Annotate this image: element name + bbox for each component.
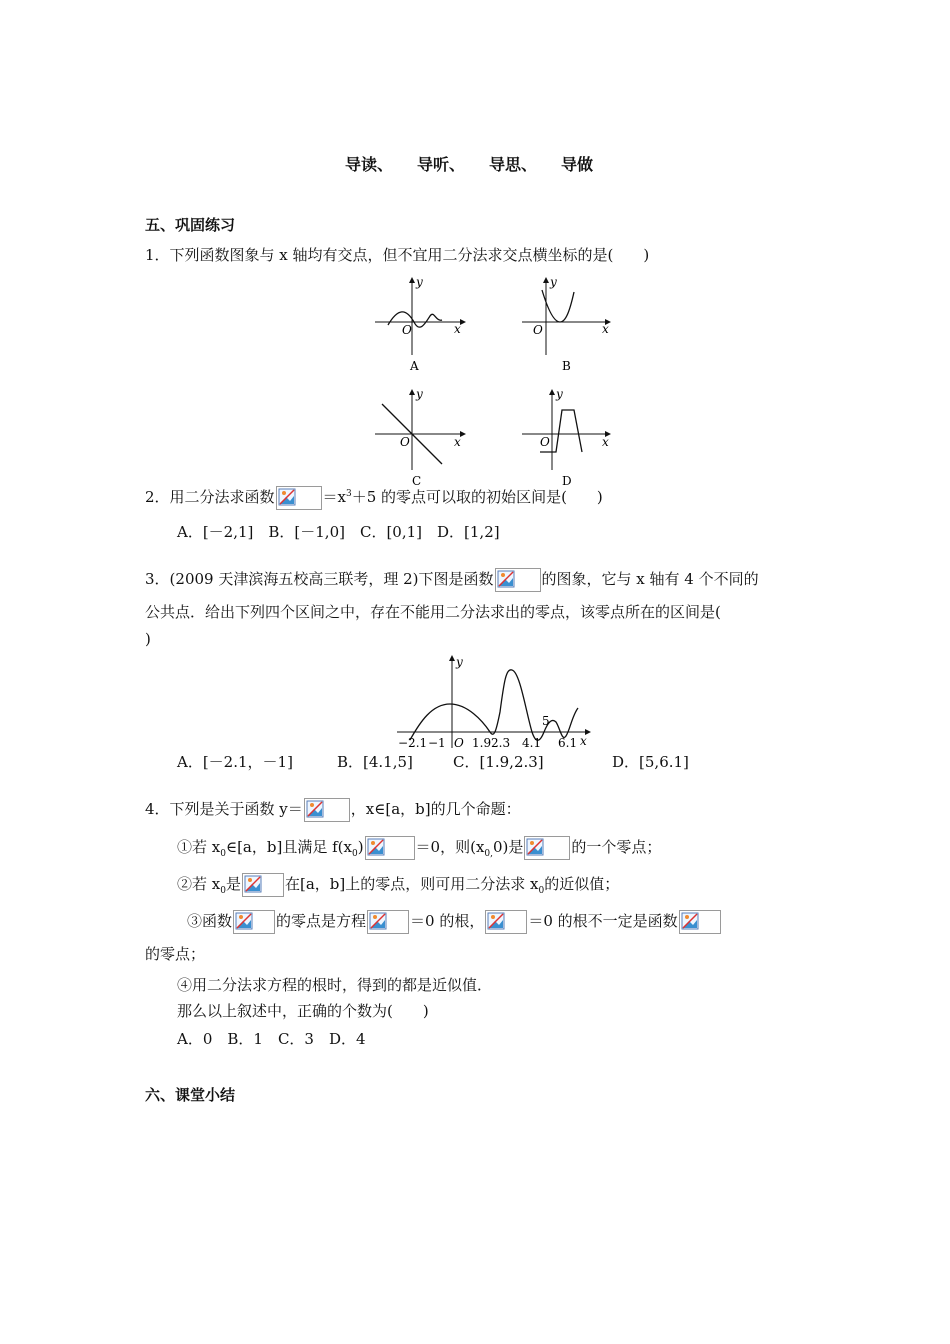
p3-part-a: ③函数 xyxy=(187,912,233,930)
section-title-practice: 五、巩固练习 xyxy=(145,216,236,234)
graph-b-y-label: y xyxy=(550,275,557,289)
broken-image-icon xyxy=(365,836,415,860)
question-4-line1 xyxy=(145,798,521,822)
question-4-proposition-1 xyxy=(177,836,661,860)
broken-image-icon xyxy=(304,798,350,822)
chart-y-label: y xyxy=(456,655,463,669)
question-4-proposition-3-end: 的零点； xyxy=(145,945,206,963)
question-4-options: A．0 B．1 C．3 D．4 xyxy=(177,1030,366,1048)
question-4-prefix: 4．下列是关于函数 y＝ xyxy=(145,800,303,818)
p1-part-f: 的一个零点； xyxy=(571,838,662,856)
p1-sub2: 0 xyxy=(351,849,358,859)
tick-6-1: 6.1 xyxy=(558,736,578,750)
graph-c-y-label: y xyxy=(416,387,423,401)
question-2-options: A．[－2,1] B．[－1,0] C．[0,1] D．[1,2] xyxy=(177,523,500,541)
p1-part-d: ＝0，则(x xyxy=(415,838,485,856)
broken-image-icon xyxy=(367,910,409,934)
question-3-option-c: C．[1.9,2.3] xyxy=(453,753,544,771)
question-4-prompt: 那么以上叙述中，正确的个数为( ) xyxy=(177,1002,429,1020)
p1-part-e: 0)是 xyxy=(493,838,524,856)
question-2-exponent: 3 xyxy=(346,489,352,499)
graph-a-y-label: y xyxy=(416,275,423,289)
graph-c-label: C xyxy=(412,474,422,488)
p2-sub: 0 xyxy=(220,886,226,896)
p2-sub2: 0 xyxy=(538,886,545,896)
broken-image-icon xyxy=(524,836,570,860)
chart-origin: O xyxy=(454,736,464,750)
question-4-proposition-4: ④用二分法求方程的根时，得到的都是近似值． xyxy=(177,976,493,994)
p3-part-b: 的零点是方程 xyxy=(276,912,367,930)
chart-x-label: x xyxy=(580,734,587,748)
graph-a xyxy=(375,275,465,373)
broken-image-icon xyxy=(242,873,284,897)
question-3-option-d: D．[5,6.1] xyxy=(612,753,689,771)
graph-a-label: A xyxy=(410,359,419,373)
question-3-function-graph xyxy=(392,652,597,752)
p1-part-c: ) xyxy=(357,838,364,856)
broken-image-icon xyxy=(495,568,541,592)
tick-2-3: 2.3 xyxy=(491,736,511,750)
question-3-suffix: 的图象，它与 x 轴有 4 个不同的 xyxy=(541,570,759,588)
tick-1-9: 1.9 xyxy=(472,736,492,750)
graph-b-x-label: x xyxy=(602,322,609,336)
p3-part-d: ＝0 的根不一定是函数 xyxy=(528,912,678,930)
graph-d-origin: O xyxy=(540,435,550,449)
question-2-suffix: ＋5 的零点可以取的初始区间是( ) xyxy=(351,488,603,506)
question-2-formula: ＝x xyxy=(322,488,347,506)
graph-d xyxy=(522,387,610,488)
question-1-graphs xyxy=(370,270,620,490)
graph-d-x-label: x xyxy=(602,435,609,449)
question-4-suffix: ，x∈[a，b]的几个命题： xyxy=(350,800,521,818)
p2-part-c: 在[a，b]上的零点，则可用二分法求 x xyxy=(284,875,539,893)
question-3-line1 xyxy=(145,568,759,592)
tick-neg-1: −1 xyxy=(428,736,446,750)
broken-image-icon xyxy=(276,486,322,510)
p2-part-b: 是 xyxy=(225,875,241,893)
p1-sub: 0 xyxy=(220,849,226,859)
graph-a-x-label: x xyxy=(454,322,461,336)
question-4-proposition-2 xyxy=(177,873,619,897)
question-1-text: 1．下列函数图象与 x 轴均有交点，但不宜用二分法求交点横坐标的是( ) xyxy=(145,246,650,264)
p2-part-a: ②若 x xyxy=(177,875,221,893)
broken-image-icon xyxy=(485,910,527,934)
graph-c-origin: O xyxy=(400,435,410,449)
question-3-option-b: B．[4.1,5] xyxy=(337,753,413,771)
p1-part-a: ①若 x xyxy=(177,838,221,856)
question-3-line2: 公共点．给出下列四个区间之中，存在不能用二分法求出的零点，该零点所在的区间是( xyxy=(145,603,721,621)
question-4-proposition-3 xyxy=(187,910,722,934)
p1-sub3: 0, xyxy=(484,849,493,859)
broken-image-icon xyxy=(679,910,721,934)
graph-c xyxy=(375,387,465,488)
graph-c-x-label: x xyxy=(454,435,461,449)
question-3-line3: ) xyxy=(145,630,151,648)
graph-a-origin: O xyxy=(402,323,412,337)
question-3-option-a: A．[－2.1，－1] xyxy=(177,753,293,771)
graph-b xyxy=(522,275,610,373)
question-3-prefix: 3．(2009 天津滨海五校高三联考，理 2)下图是函数 xyxy=(145,570,494,588)
p1-part-b: ∈[a，b]且满足 f(x xyxy=(225,838,352,856)
graph-d-y-label: y xyxy=(556,387,563,401)
p2-part-d: 的近似值； xyxy=(544,875,620,893)
p3-part-c: ＝0 的根， xyxy=(410,912,485,930)
broken-image-icon xyxy=(233,910,275,934)
tick-4-1: 4.1 xyxy=(522,736,542,750)
tick-neg-2-1: −2.1 xyxy=(398,736,428,750)
question-2-text xyxy=(145,486,603,510)
tick-5: 5 xyxy=(542,714,550,728)
graph-b-origin: O xyxy=(533,323,543,337)
graph-b-label: B xyxy=(562,359,571,373)
question-2-prefix: 2．用二分法求函数 xyxy=(145,488,275,506)
page-header: 导读、 导听、 导思、 导做 xyxy=(345,155,594,174)
section-title-summary: 六、课堂小结 xyxy=(145,1086,236,1104)
graph-d-label: D xyxy=(562,474,572,488)
